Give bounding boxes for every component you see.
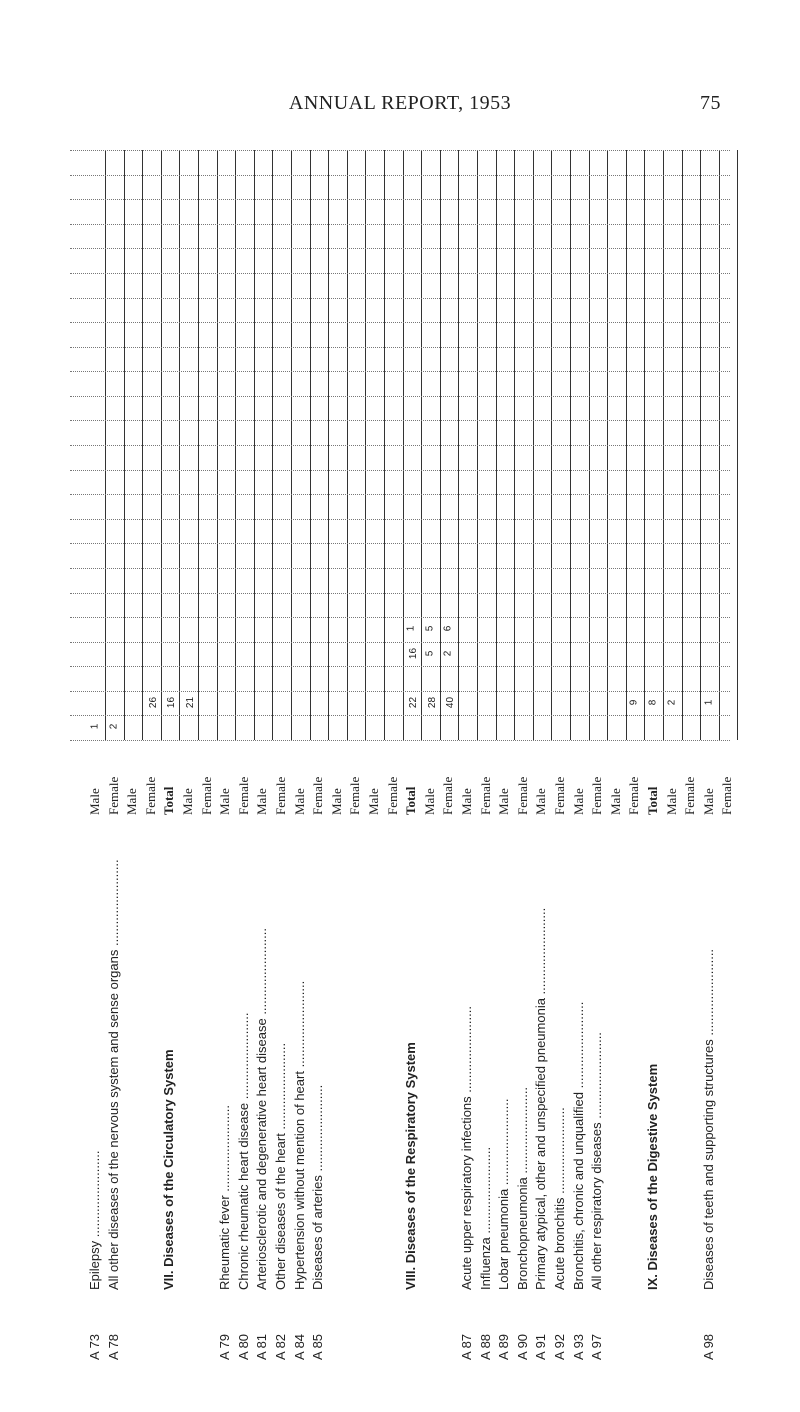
data-cell: 28	[426, 696, 438, 708]
row-rule	[70, 519, 730, 520]
sex-label: Male	[87, 788, 102, 815]
cause-code: A 73	[87, 1333, 102, 1360]
report-title: ANNUAL REPORT, 1953	[288, 92, 512, 114]
row-rule	[70, 617, 730, 618]
sex-label: Male	[291, 788, 307, 815]
column-rule	[737, 150, 738, 740]
row-rule	[70, 568, 730, 569]
page-number: 75	[700, 92, 721, 114]
cause-code: A 91	[533, 1333, 549, 1360]
row-rule	[70, 494, 730, 495]
row-rule	[70, 470, 730, 471]
sex-label: Male	[607, 788, 623, 815]
data-cell: 5	[424, 650, 436, 656]
section-heading: VII. Diseases of the Circulatory System	[161, 1049, 177, 1290]
cause-code: A 98	[700, 1333, 716, 1360]
sex-label: Male	[328, 788, 344, 815]
sex-label: Male	[180, 788, 195, 815]
cause-label: All other diseases of the nervous system and sense organs ........................	[105, 859, 121, 1290]
sex-label: Female	[105, 776, 121, 815]
sex-label: Female	[273, 776, 288, 815]
cause-label: Lobar pneumonia ........................	[496, 1098, 512, 1290]
data-cell: 8	[647, 699, 659, 706]
section-heading: VIII. Diseases of the Respiratory System	[403, 1042, 419, 1290]
cause-label: Bronchopneumonia ........................	[514, 1086, 530, 1290]
sex-label: Female	[589, 776, 605, 815]
sex-label: Total	[403, 786, 419, 815]
sex-label: Female	[384, 776, 400, 815]
cause-label: Primary atypical, other and unspecified pneumonia ........................	[533, 907, 549, 1290]
cause-label: Hypertension without mention of heart ........................	[291, 980, 307, 1290]
row-rule	[70, 199, 730, 200]
sex-label: Female	[235, 776, 251, 815]
cause-code: A 84	[291, 1333, 307, 1360]
cause-label: Acute upper respiratory infections ........................	[459, 1006, 474, 1290]
cause-code: A 92	[552, 1333, 567, 1360]
data-cell: 1	[703, 699, 715, 706]
sex-label: Female	[514, 776, 530, 815]
row-rule	[70, 740, 730, 741]
cause-code: A 89	[496, 1333, 512, 1360]
sex-label: Female	[347, 776, 363, 815]
cause-code: A 97	[589, 1333, 605, 1360]
sex-label: Female	[142, 776, 158, 815]
cause-label: Epilepsy ........................	[87, 1150, 102, 1290]
sex-label: Female	[552, 776, 567, 815]
data-cell: 1	[405, 625, 417, 632]
row-rule	[70, 691, 730, 692]
cause-label: Acute bronchitis ........................	[552, 1107, 567, 1290]
cause-code: A 93	[570, 1333, 586, 1360]
cause-code: A 78	[105, 1333, 121, 1360]
cause-code: A 79	[217, 1333, 233, 1360]
data-cell: 22	[408, 696, 420, 708]
sex-label: Male	[459, 788, 474, 815]
row-rule	[70, 248, 730, 249]
cause-label: Chronic rheumatic heart disease ........................	[235, 1012, 251, 1290]
sex-label: Male	[421, 788, 437, 815]
sex-label: Female	[626, 776, 642, 815]
data-cell: 16	[408, 647, 420, 659]
sex-label: Male	[217, 788, 233, 815]
cause-label: Diseases of arteries ........................	[310, 1084, 326, 1290]
row-rule	[70, 420, 730, 421]
data-cell: 1	[89, 724, 101, 730]
data-cell: 2	[442, 650, 454, 656]
row-rule	[70, 396, 730, 397]
cause-code: A 81	[254, 1333, 270, 1360]
sex-label: Female	[198, 776, 214, 815]
cause-label: Diseases of teeth and supporting structures ........................	[700, 948, 716, 1290]
data-cell: 6	[442, 625, 454, 632]
sex-label: Total	[161, 786, 177, 815]
data-cell: 26	[147, 696, 159, 708]
row-rule	[70, 445, 730, 446]
row-rule	[70, 593, 730, 594]
data-cell: 9	[628, 699, 640, 706]
cause-code: A 80	[235, 1333, 251, 1360]
sex-label: Male	[533, 788, 549, 815]
row-rule	[70, 322, 730, 323]
sex-label: Female	[682, 776, 698, 815]
row-rule	[70, 715, 730, 716]
cause-code: A 85	[310, 1333, 326, 1360]
section-heading: IX. Diseases of the Digestive System	[645, 1063, 660, 1290]
row-rule	[70, 273, 730, 274]
data-cell: 21	[185, 696, 197, 708]
cause-label: All other respiratory diseases ........................	[589, 1032, 605, 1290]
data-cell: 16	[166, 696, 178, 708]
row-rule	[70, 298, 730, 299]
data-cell: 2	[107, 724, 119, 730]
sex-label: Female	[310, 776, 326, 815]
cause-code: A 88	[477, 1333, 493, 1360]
sex-label: Male	[254, 788, 270, 815]
sex-label: Male	[570, 788, 586, 815]
sex-label: Male	[663, 788, 679, 815]
data-cell: 40	[445, 696, 457, 708]
sex-label: Male	[124, 788, 140, 815]
sex-label: Male	[496, 788, 512, 815]
cause-code: A 87	[459, 1333, 474, 1360]
row-rule	[70, 150, 730, 151]
cause-label: Rheumatic fever ........................	[217, 1105, 233, 1290]
sex-label: Female	[477, 776, 493, 815]
data-grid	[70, 150, 730, 740]
row-rule	[70, 224, 730, 225]
row-rule	[70, 175, 730, 176]
cause-label: Other diseases of the heart ........................	[273, 1042, 288, 1290]
cause-label: Bronchitis, chronic and unqualified ........................	[570, 1001, 586, 1290]
cause-code: A 82	[273, 1333, 288, 1360]
cause-label: Arteriosclerotic and degenerative heart disease ........................	[254, 927, 270, 1290]
sex-label: Male	[366, 788, 381, 815]
data-cell: 5	[424, 625, 436, 632]
row-rule	[70, 642, 730, 643]
row-rule	[70, 347, 730, 348]
sex-label: Total	[645, 786, 660, 815]
sex-label: Male	[700, 788, 716, 815]
cause-label: Influenza ........................	[477, 1146, 493, 1290]
row-rule	[70, 543, 730, 544]
data-cell: 2	[665, 699, 677, 706]
row-rule	[70, 371, 730, 372]
sex-label: Female	[719, 776, 735, 815]
row-rule	[70, 666, 730, 667]
cause-code: A 90	[514, 1333, 530, 1360]
sex-label: Female	[440, 776, 456, 815]
